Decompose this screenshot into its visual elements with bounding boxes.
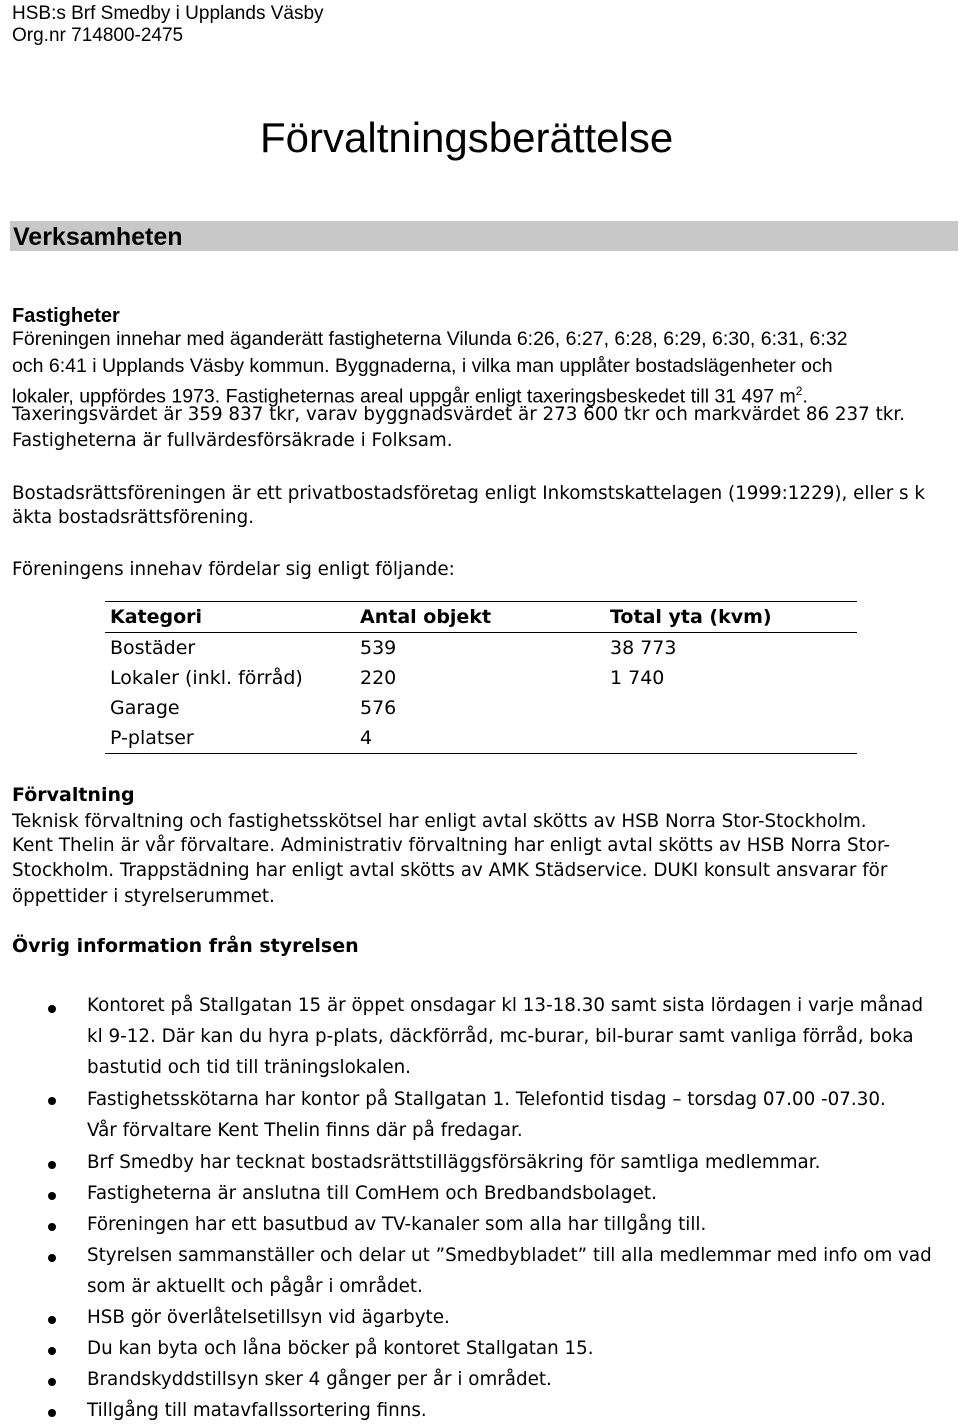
fastigheter-line-3: lokaler, uppfördes 1973. Fastigheternas areal uppgår enligt taxeringsbeskedet till 31 497 $m^2$.: [12, 384, 808, 408]
org-name: HSB:s Brf Smedby i Upplands Väsby: [12, 3, 324, 24]
table-cell: 539: [360, 637, 397, 659]
org-number: Org.nr 714800-2475: [12, 25, 184, 46]
bullet-line: som är aktuellt och pågår i området.: [87, 1276, 423, 1297]
bullet-icon: [48, 1097, 56, 1105]
bullet-icon: [48, 1347, 56, 1355]
bullet-line: Fastigheterna är anslutna till ComHem och Bredbandsbolaget.: [87, 1183, 657, 1204]
bullet-icon: [48, 1192, 56, 1200]
forvaltning-heading: Förvaltning: [12, 784, 135, 806]
bullet-icon: [48, 1409, 56, 1417]
bullet-line: Föreningen har ett basutbud av TV-kanaler som alla har tillgång till.: [87, 1214, 707, 1235]
table-header-row: [105, 602, 857, 633]
bullet-line: bastutid och tid till träningslokalen.: [87, 1057, 411, 1078]
table-cell: [605, 693, 857, 723]
fastigheter-line-2: och 6:41 i Upplands Väsby kommun. Byggnaderna, i vilka man upplåter bostadslägenheter och: [12, 355, 833, 377]
bullet-icon: [48, 1254, 56, 1262]
bullet-icon: [48, 1005, 56, 1013]
ovrig-heading: Övrig information från styrelsen: [12, 935, 359, 957]
section-heading: Verksamheten: [13, 223, 183, 251]
bullet-icon: [48, 1316, 56, 1324]
table-cell: 38 773: [610, 637, 677, 659]
innehav-intro: Föreningens innehav fördelar sig enligt följande:: [12, 559, 455, 580]
table-cell: Lokaler (inkl. förråd): [110, 667, 303, 689]
bullet-line: Tillgång till matavfallssortering finns.: [87, 1400, 427, 1421]
fastigheter-line-4: Taxeringsvärdet är 359 837 tkr, varav byggnadsvärdet är 273 600 tkr och markvärdet 86 237 tkr.: [12, 404, 905, 425]
bostadsratt-line-1: Bostadsrättsföreningen är ett privatbostadsföretag enligt Inkomstskattelagen (1999:1229), eller s k: [12, 483, 925, 504]
bullet-icon: [48, 1161, 56, 1169]
bullet-line: Kontoret på Stallgatan 15 är öppet onsdagar kl 13-18.30 samt sista lördagen i varje månad: [87, 995, 924, 1016]
bullet-line: kl 9-12. Där kan du hyra p-plats, däckförråd, mc-burar, bil-burar samt vanliga förråd, boka: [87, 1026, 914, 1047]
table-cell: P-platser: [105, 723, 355, 754]
fastigheter-heading: Fastigheter: [12, 305, 120, 327]
superscript-2: 2: [795, 384, 803, 398]
bullet-line: HSB gör överlåtelsetillsyn vid ägarbyte.: [87, 1307, 450, 1328]
table-cell: Bostäder: [110, 637, 196, 659]
bullet-icon: [48, 1378, 56, 1386]
table-row: [105, 723, 857, 754]
table-row: [105, 663, 857, 693]
bullet-line: Styrelsen sammanställer och delar ut ”Smedbybladet” till alla medlemmar med info om vad: [87, 1245, 932, 1266]
bullet-line: Brandskyddstillsyn sker 4 gånger per år i området.: [87, 1369, 552, 1390]
table-cell: 220: [360, 667, 397, 689]
table-cell: 1 740: [610, 667, 665, 689]
table-row: [105, 693, 857, 723]
forvaltning-line-4: öppettider i styrelserummet.: [12, 886, 275, 907]
forvaltning-line-2: Kent Thelin är vår förvaltare. Administrativ förvaltning har enligt avtal skötts av HSB Norra Stor-: [12, 835, 890, 856]
fastigheter-line-1: Föreningen innehar med äganderätt fastigheterna Vilunda 6:26, 6:27, 6:28, 6:29, 6:30, 6:31, 6:32: [12, 328, 848, 350]
section-band: [10, 221, 958, 251]
bullet-line: Vår förvaltare Kent Thelin finns där på fredagar.: [87, 1120, 523, 1141]
bullet-line: Brf Smedby har tecknat bostadsrättstilläggsförsäkring för samtliga medlemmar.: [87, 1152, 821, 1173]
bullet-icon: [48, 1223, 56, 1231]
fastigheter-line-5: Fastigheterna är fullvärdesförsäkrade i Folksam.: [12, 430, 453, 451]
table-row: [105, 633, 857, 664]
table-cell: [605, 723, 857, 754]
page-title: Förvaltningsberättelse: [260, 114, 674, 161]
table-cell: Garage: [110, 697, 180, 719]
col-header-yta: Total yta (kvm): [605, 602, 857, 633]
col-header-kategori: Kategori: [105, 602, 355, 633]
innehav-table: [105, 601, 857, 754]
bostadsratt-line-2: äkta bostadsrättsförening.: [12, 507, 255, 528]
bullet-line: Fastighetsskötarna har kontor på Stallgatan 1. Telefontid tisdag – torsdag 07.00 -07.30.: [87, 1089, 886, 1110]
col-header-antal: Antal objekt: [355, 602, 605, 633]
forvaltning-line-3: Stockholm. Trappstädning har enligt avtal skötts av AMK Städservice. DUKI konsult ansvarar för: [12, 860, 888, 881]
table-cell: 4: [355, 723, 605, 754]
forvaltning-line-1: Teknisk förvaltning och fastighetsskötsel har enligt avtal skötts av HSB Norra Stor-Stockholm.: [12, 811, 867, 832]
bullet-line: Du kan byta och låna böcker på kontoret Stallgatan 15.: [87, 1338, 594, 1359]
table-cell: 576: [360, 697, 397, 719]
